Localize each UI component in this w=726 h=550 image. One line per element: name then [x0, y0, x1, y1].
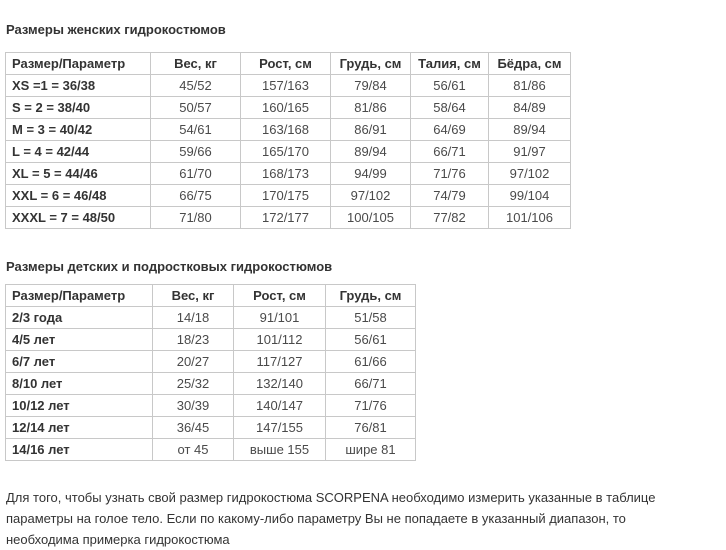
value-cell: 45/52 — [151, 75, 241, 97]
women-sizes-table — [5, 52, 571, 229]
table-row — [6, 207, 571, 229]
women-sizes-title: Размеры женских гидрокостюмов — [6, 22, 226, 37]
value-cell: 101/112 — [234, 329, 326, 351]
value-cell: 18/23 — [153, 329, 234, 351]
value-cell: 25/32 — [153, 373, 234, 395]
value-cell: 71/80 — [151, 207, 241, 229]
row-label-cell: 6/7 лет — [6, 351, 153, 373]
table-row — [6, 163, 571, 185]
kids-sizes-title: Размеры детских и подростковых гидрокостюмов — [6, 259, 333, 274]
table-row — [6, 97, 571, 119]
value-cell: 81/86 — [489, 75, 571, 97]
value-cell: 91/101 — [234, 307, 326, 329]
value-cell: 50/57 — [151, 97, 241, 119]
column-header: Рост, см — [241, 53, 331, 75]
value-cell: 36/45 — [153, 417, 234, 439]
column-header: Вес, кг — [153, 285, 234, 307]
value-cell: 165/170 — [241, 141, 331, 163]
row-label-cell: 4/5 лет — [6, 329, 153, 351]
table-row — [6, 307, 416, 329]
value-cell: 86/91 — [331, 119, 411, 141]
value-cell: 89/94 — [489, 119, 571, 141]
table-row — [6, 417, 416, 439]
value-cell: 61/70 — [151, 163, 241, 185]
row-label-cell: XXL = 6 = 46/48 — [6, 185, 151, 207]
value-cell: 147/155 — [234, 417, 326, 439]
value-cell: 163/168 — [241, 119, 331, 141]
value-cell: 56/61 — [326, 329, 416, 351]
table-row — [6, 329, 416, 351]
value-cell: шире 81 — [326, 439, 416, 461]
row-label-cell: 12/14 лет — [6, 417, 153, 439]
value-cell: 58/64 — [411, 97, 489, 119]
value-cell: 97/102 — [331, 185, 411, 207]
value-cell: 140/147 — [234, 395, 326, 417]
table-row — [6, 119, 571, 141]
value-cell: 74/79 — [411, 185, 489, 207]
column-header: Бёдра, см — [489, 53, 571, 75]
value-cell: 89/94 — [331, 141, 411, 163]
column-header: Размер/Параметр — [6, 285, 153, 307]
table-row — [6, 351, 416, 373]
row-label-cell: 2/3 года — [6, 307, 153, 329]
column-header: Рост, см — [234, 285, 326, 307]
value-cell: 79/84 — [331, 75, 411, 97]
value-cell: 91/97 — [489, 141, 571, 163]
value-cell: 117/127 — [234, 351, 326, 373]
value-cell: 61/66 — [326, 351, 416, 373]
column-header: Грудь, см — [331, 53, 411, 75]
value-cell: 66/71 — [326, 373, 416, 395]
row-label-cell: 10/12 лет — [6, 395, 153, 417]
row-label-cell: 8/10 лет — [6, 373, 153, 395]
value-cell: 71/76 — [326, 395, 416, 417]
kids-sizes-table — [5, 284, 416, 461]
row-label-cell: 14/16 лет — [6, 439, 153, 461]
value-cell: 170/175 — [241, 185, 331, 207]
value-cell: 157/163 — [241, 75, 331, 97]
value-cell: 71/76 — [411, 163, 489, 185]
value-cell: 168/173 — [241, 163, 331, 185]
value-cell: 94/99 — [331, 163, 411, 185]
row-label-cell: L = 4 = 42/44 — [6, 141, 151, 163]
row-label-cell: XXXL = 7 = 48/50 — [6, 207, 151, 229]
header-row — [6, 285, 416, 307]
table-row — [6, 395, 416, 417]
table-row — [6, 141, 571, 163]
row-label-cell: M = 3 = 40/42 — [6, 119, 151, 141]
table-row — [6, 439, 416, 461]
value-cell: 77/82 — [411, 207, 489, 229]
value-cell: 172/177 — [241, 207, 331, 229]
value-cell: 99/104 — [489, 185, 571, 207]
value-cell: 59/66 — [151, 141, 241, 163]
header-row — [6, 53, 571, 75]
value-cell: 20/27 — [153, 351, 234, 373]
row-label-cell: XS =1 = 36/38 — [6, 75, 151, 97]
table-row — [6, 185, 571, 207]
value-cell: 56/61 — [411, 75, 489, 97]
value-cell: 84/89 — [489, 97, 571, 119]
value-cell: 100/105 — [331, 207, 411, 229]
value-cell: выше 155 — [234, 439, 326, 461]
value-cell: 30/39 — [153, 395, 234, 417]
value-cell: 64/69 — [411, 119, 489, 141]
measurement-note: Для того, чтобы узнать свой размер гидрокостюма SCORPENA необходимо измерить указанные в таблице параметры на голое тело. Если по какому-либо параметру Вы не попадаете в указанный диапазон, то необходима примерка гидрокостюма — [6, 490, 656, 547]
value-cell: 66/71 — [411, 141, 489, 163]
table-row — [6, 373, 416, 395]
value-cell: от 45 — [153, 439, 234, 461]
row-label-cell: XL = 5 = 44/46 — [6, 163, 151, 185]
value-cell: 54/61 — [151, 119, 241, 141]
row-label-cell: S = 2 = 38/40 — [6, 97, 151, 119]
value-cell: 132/140 — [234, 373, 326, 395]
value-cell: 51/58 — [326, 307, 416, 329]
column-header: Размер/Параметр — [6, 53, 151, 75]
value-cell: 76/81 — [326, 417, 416, 439]
column-header: Вес, кг — [151, 53, 241, 75]
value-cell: 101/106 — [489, 207, 571, 229]
table-row — [6, 75, 571, 97]
value-cell: 97/102 — [489, 163, 571, 185]
column-header: Талия, см — [411, 53, 489, 75]
value-cell: 160/165 — [241, 97, 331, 119]
value-cell: 66/75 — [151, 185, 241, 207]
value-cell: 14/18 — [153, 307, 234, 329]
value-cell: 81/86 — [331, 97, 411, 119]
column-header: Грудь, см — [326, 285, 416, 307]
